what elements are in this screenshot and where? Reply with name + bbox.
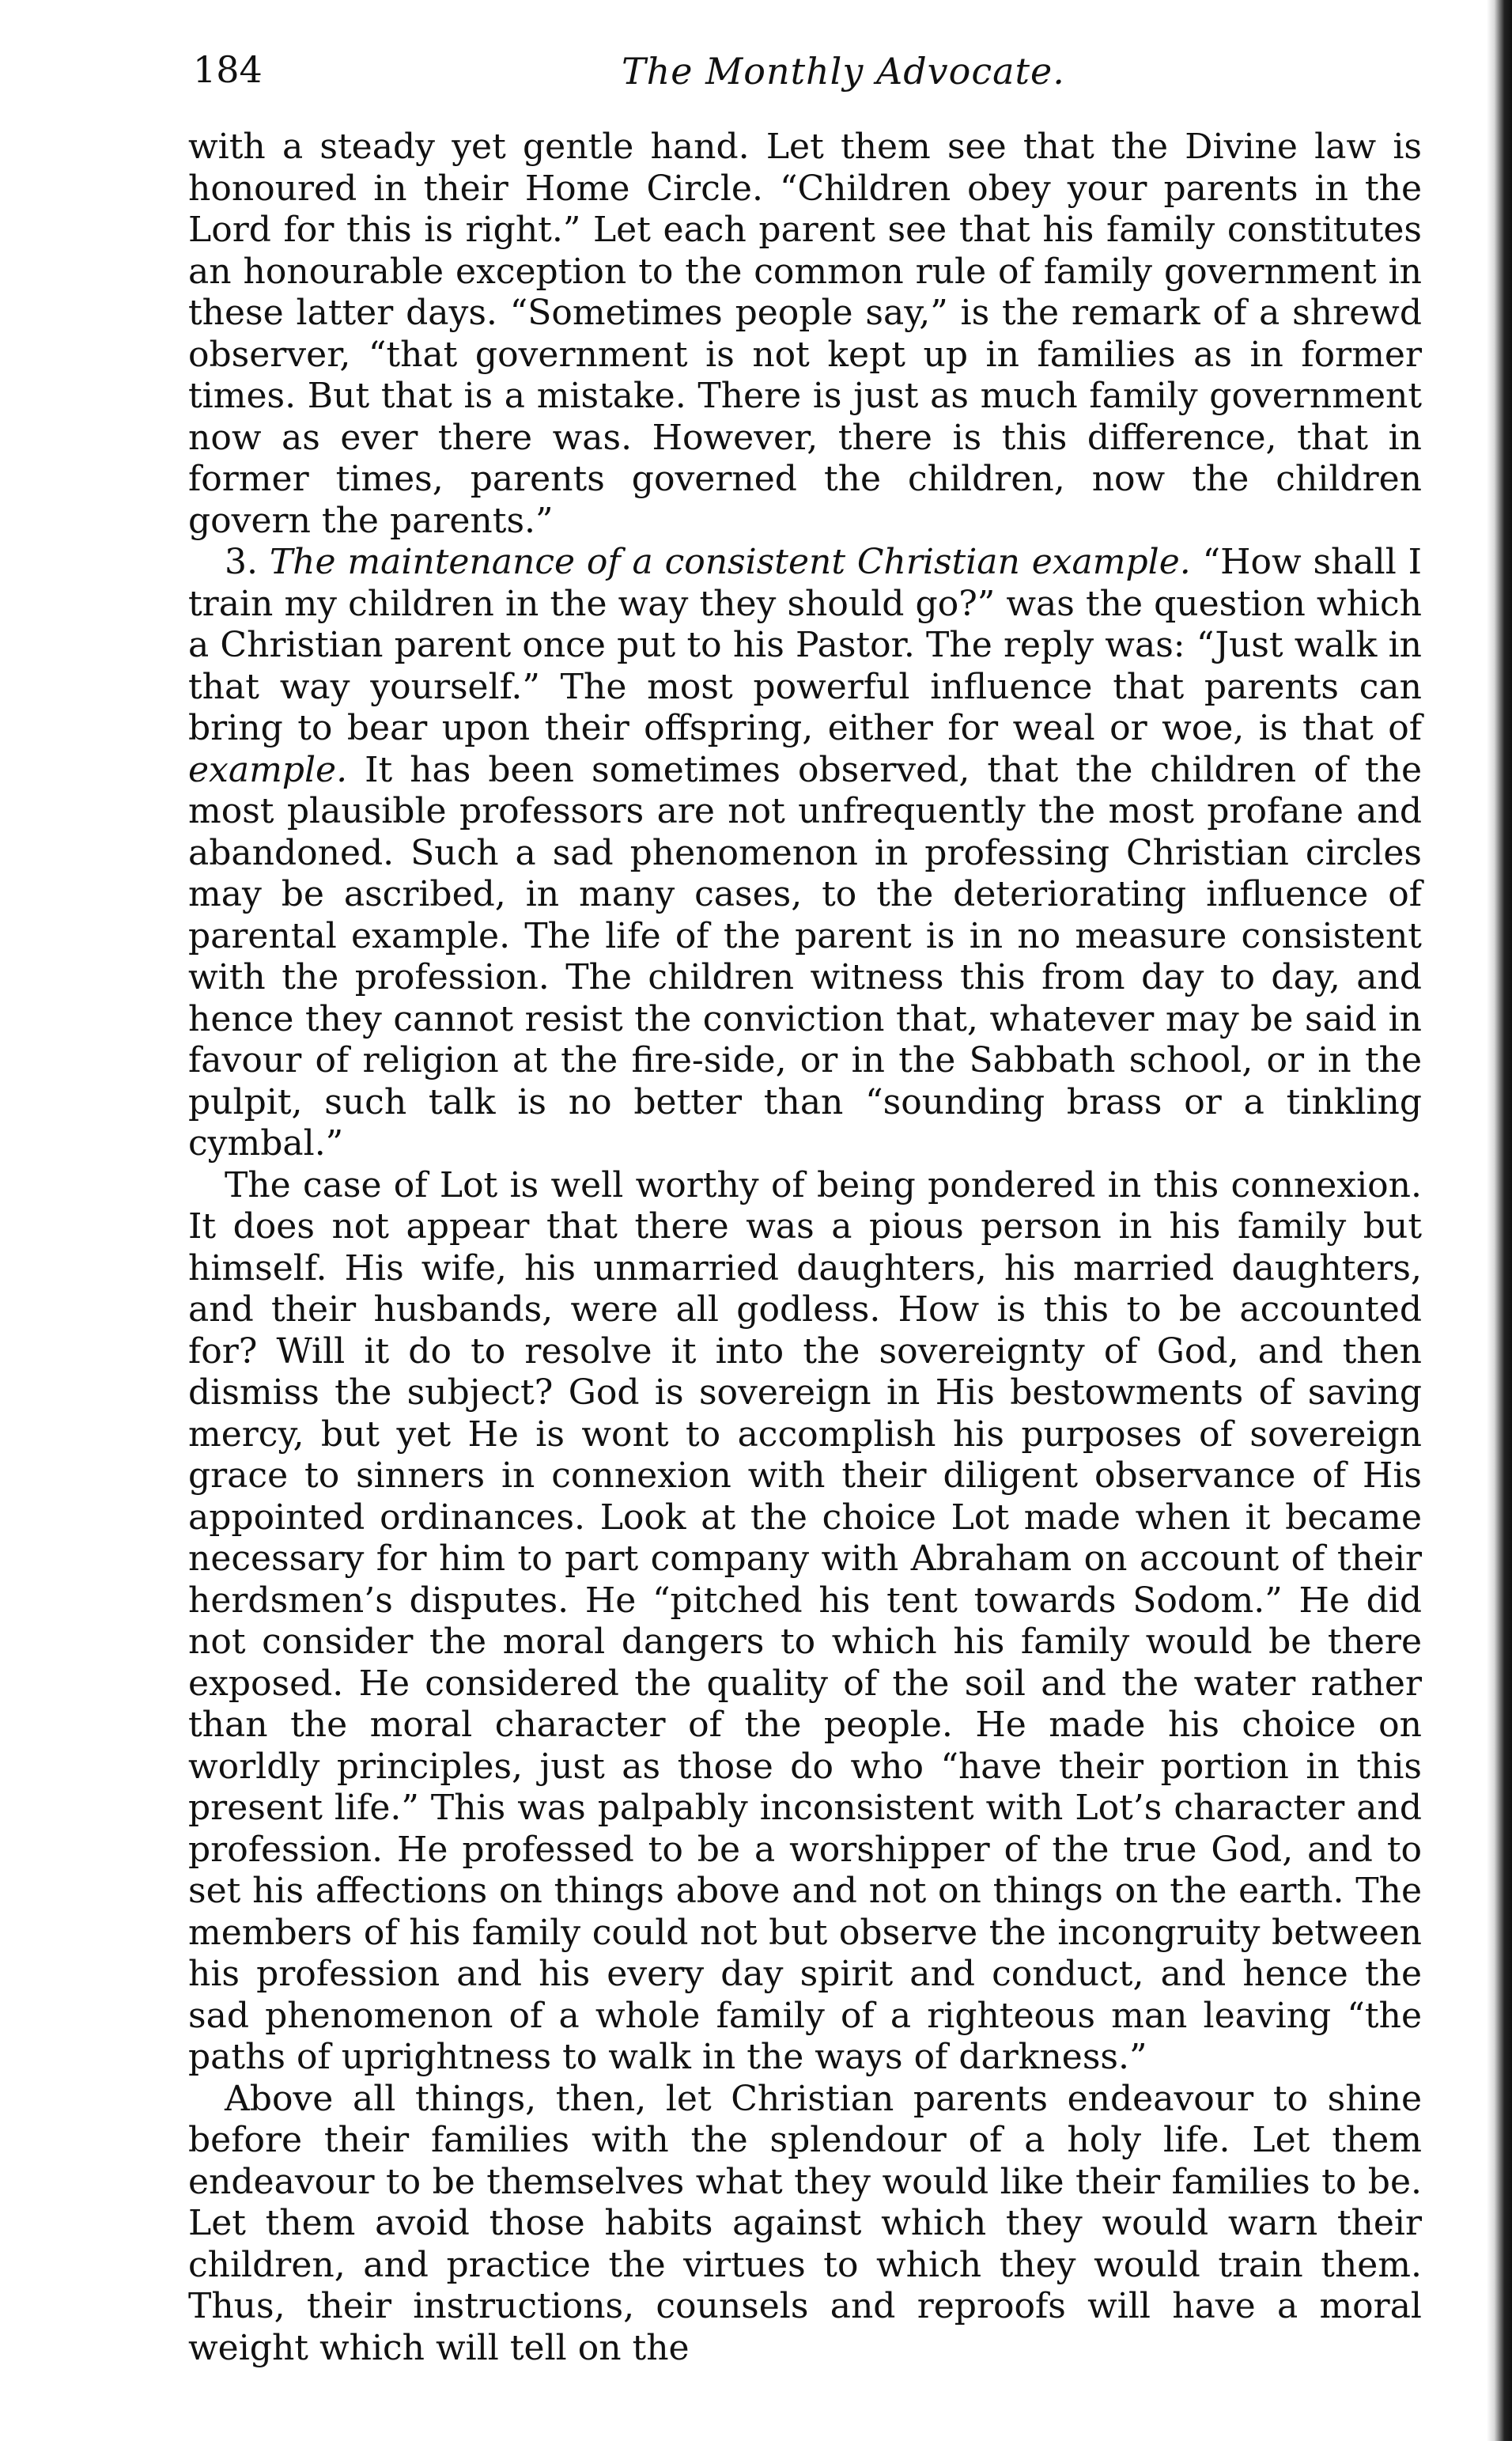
section-number: 3. [225,542,258,582]
page-number: 184 [193,48,263,91]
paragraph-4: Above all things, then, let Christian parents endeavour to shine before their families with the splendour of a holy life. Let them endeavour to be themselves what they would like their families to be. Let them avoid those habits against which they would warn their children, and practice the virtues to which they would train them. Thus, their instructions, counsels and reproofs will have a moral weight which will tell on the [188,2078,1422,2368]
page-edge-shadow [1487,0,1512,2441]
section-heading: The maintenance of a consistent Christian example. [269,542,1191,582]
paragraph-1: with a steady yet gentle hand. Let them see that the Divine law is honoured in their Home Circle. “Children obey your parents in the Lord for this is right.” Let each parent see that his family constitutes an honourable exception to the common rule of family government in these latter days. “Sometimes people say,” is the remark of a shrewd observer, “that government is not kept up in families as in former times. But that is a mistake. There is just as much family government now as ever there was. However, there is this difference, that in former times, parents governed the children, now the children govern the parents.” [188,127,1422,541]
paragraph-2-text: “How shall I train my children in the way they should go?” was the question which a Christian parent once put to his Pastor. The reply was: “Just walk in that way yourself.” The most powerful influence that parents can bring to bear upon their offspring, either for weal or woe, is that of [188,542,1422,748]
paragraph-2 [188,542,1422,1165]
emphasis-example: example. [188,749,348,790]
body-text [188,127,1422,2369]
paragraph-3: The case of Lot is well worthy of being pondered in this connexion. It does not appear that there was a pious person in his family but himself. His wife, his unmarried daughters, his married daughters, and their husbands, were all godless. How is this to be accounted for? Will it do to resolve it into the sovereignty of God, and then dismiss the subject? God is sovereign in His bestowments of saving mercy, but yet He is wont to accomplish his purposes of sovereign grace to sinners in connexion with their diligent observance of His appointed ordinances. Look at the choice Lot made when it became necessary for him to part company with Abraham on account of their herdsmen’s disputes. He “pitched his tent towards Sodom.” He did not consider the moral dangers to which his family would be there exposed. He considered the quality of the soil and the water rather than the moral character of the people. He made his choice on worldly principles, just as those do who “have their portion in this present life.” This was palpably inconsistent with Lot’s character and profession. He professed to be a worshipper of the true God, and to set his affections on things above and not on things on the earth. The members of his family could not but observe the incongruity between his profession and his every day spirit and conduct, and hence the sad phenomenon of a whole family of a righteous man leaving “the paths of uprightness to walk in the ways of darkness.” [188,1164,1422,2077]
running-title: The Monthly Advocate. [622,50,1065,93]
paragraph-2-end: It has been sometimes observed, that the children of the most plausible professors are not unfrequently the most profane and abandoned. Such a sad phenomenon in professing Christian circles may be ascribed, in many cases, to the deteriorating influence of parental example. The life of the parent is in no measure consistent with the profession. The children witness this from day to day, and hence they cannot resist the conviction that, whatever may be said in favour of religion at the fire-side, or in the Sabbath school, or in the pulpit, such talk is no better than “sounding brass or a tinkling cymbal.” [188,749,1422,1164]
